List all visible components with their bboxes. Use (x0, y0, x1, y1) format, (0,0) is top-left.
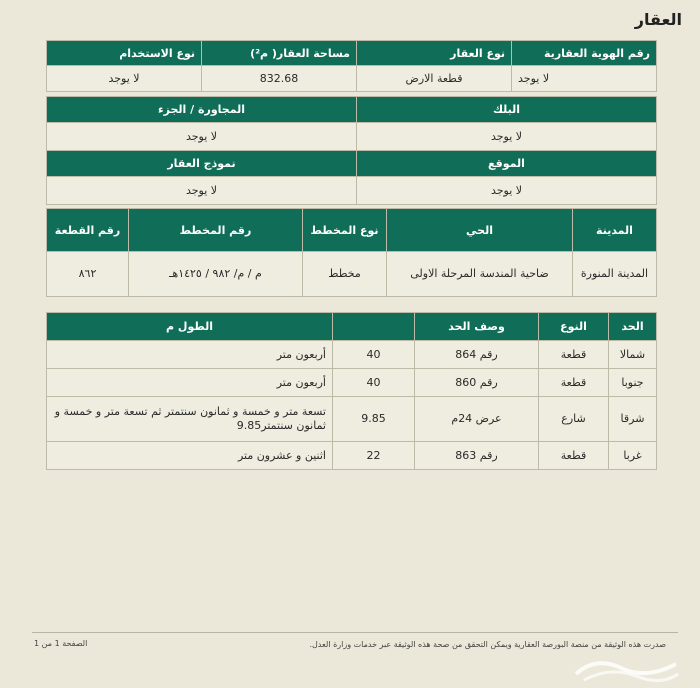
row-side: شمالا (609, 341, 657, 369)
header-property-area: مساحة العقار( م²) (202, 41, 357, 66)
header-description: وصف الحد (415, 313, 539, 341)
row-num: 40 (333, 369, 415, 397)
header-property-type: نوع العقار (357, 41, 512, 66)
table-row (47, 442, 657, 470)
header-part: المجاورة / الجزء (47, 97, 357, 123)
value-district: ضاحية المندسة المرحلة الاولى (387, 252, 573, 297)
header-length: الطول م (47, 313, 333, 341)
value-location: لا يوجد (357, 177, 657, 205)
header-plan-type: نوع المخطط (303, 209, 387, 252)
property-table (46, 40, 657, 92)
header-usage-type: نوع الاستخدام (47, 41, 202, 66)
value-city: المدينة المنورة (573, 252, 657, 297)
boundaries-table (46, 312, 657, 470)
row-length: أربعون متر (47, 341, 333, 369)
value-property-type: قطعة الارض (357, 66, 512, 92)
row-type: قطعة (539, 442, 609, 470)
row-length: أربعون متر (47, 369, 333, 397)
plan-table (46, 208, 657, 297)
section-title: العقار (634, 10, 682, 29)
block-table (46, 96, 657, 205)
row-desc: رقم 864 (415, 341, 539, 369)
row-num: 9.85 (333, 397, 415, 442)
header-plan-number: رقم المخطط (129, 209, 303, 252)
row-type: شارع (539, 397, 609, 442)
value-part: لا يوجد (47, 123, 357, 151)
row-side: جنوبا (609, 369, 657, 397)
row-num: 40 (333, 341, 415, 369)
value-block: لا يوجد (357, 123, 657, 151)
row-desc: عرض 24م (415, 397, 539, 442)
value-model: لا يوجد (47, 177, 357, 205)
header-block: البلك (357, 97, 657, 123)
value-property-area: 832.68 (202, 66, 357, 92)
table-row (47, 397, 657, 442)
header-property-id: رقم الهوية العقارية (512, 41, 657, 66)
table-row (47, 341, 657, 369)
value-plan-type: مخطط (303, 252, 387, 297)
header-blank (333, 313, 415, 341)
value-plot-number: ٨٦٢ (47, 252, 129, 297)
watermark-logo (566, 646, 686, 686)
row-type: قطعة (539, 369, 609, 397)
row-length: اثنين و عشرون متر (47, 442, 333, 470)
value-usage-type: لا يوجد (47, 66, 202, 92)
page-number: الصفحة 1 من 1 (34, 639, 88, 648)
header-location: الموقع (357, 151, 657, 177)
value-property-id: لا يوجد (512, 66, 657, 92)
row-length: تسعة متر و خمسة و ثمانون سنتمتر ثم تسعة متر و خمسة و ثمانون سنتمتر9.85 (47, 397, 333, 442)
header-district: الحي (387, 209, 573, 252)
header-plot-number: رقم القطعة (47, 209, 129, 252)
footer-text: صدرت هذه الوثيقة من منصة البورصة العقارية ويمكن التحقق من صحة هذه الوثيقة عبر خدمات وزارة العدل. (309, 640, 666, 649)
header-side: الحد (609, 313, 657, 341)
footer-divider (32, 632, 678, 633)
header-type: النوع (539, 313, 609, 341)
row-type: قطعة (539, 341, 609, 369)
row-desc: رقم 863 (415, 442, 539, 470)
row-num: 22 (333, 442, 415, 470)
row-side: شرقا (609, 397, 657, 442)
row-desc: رقم 860 (415, 369, 539, 397)
header-model: نموذج العقار (47, 151, 357, 177)
value-plan-number: م / م/ ٩٨٢ / ١٤٢٥هـ (129, 252, 303, 297)
row-side: غربا (609, 442, 657, 470)
table-row (47, 369, 657, 397)
header-city: المدينة (573, 209, 657, 252)
